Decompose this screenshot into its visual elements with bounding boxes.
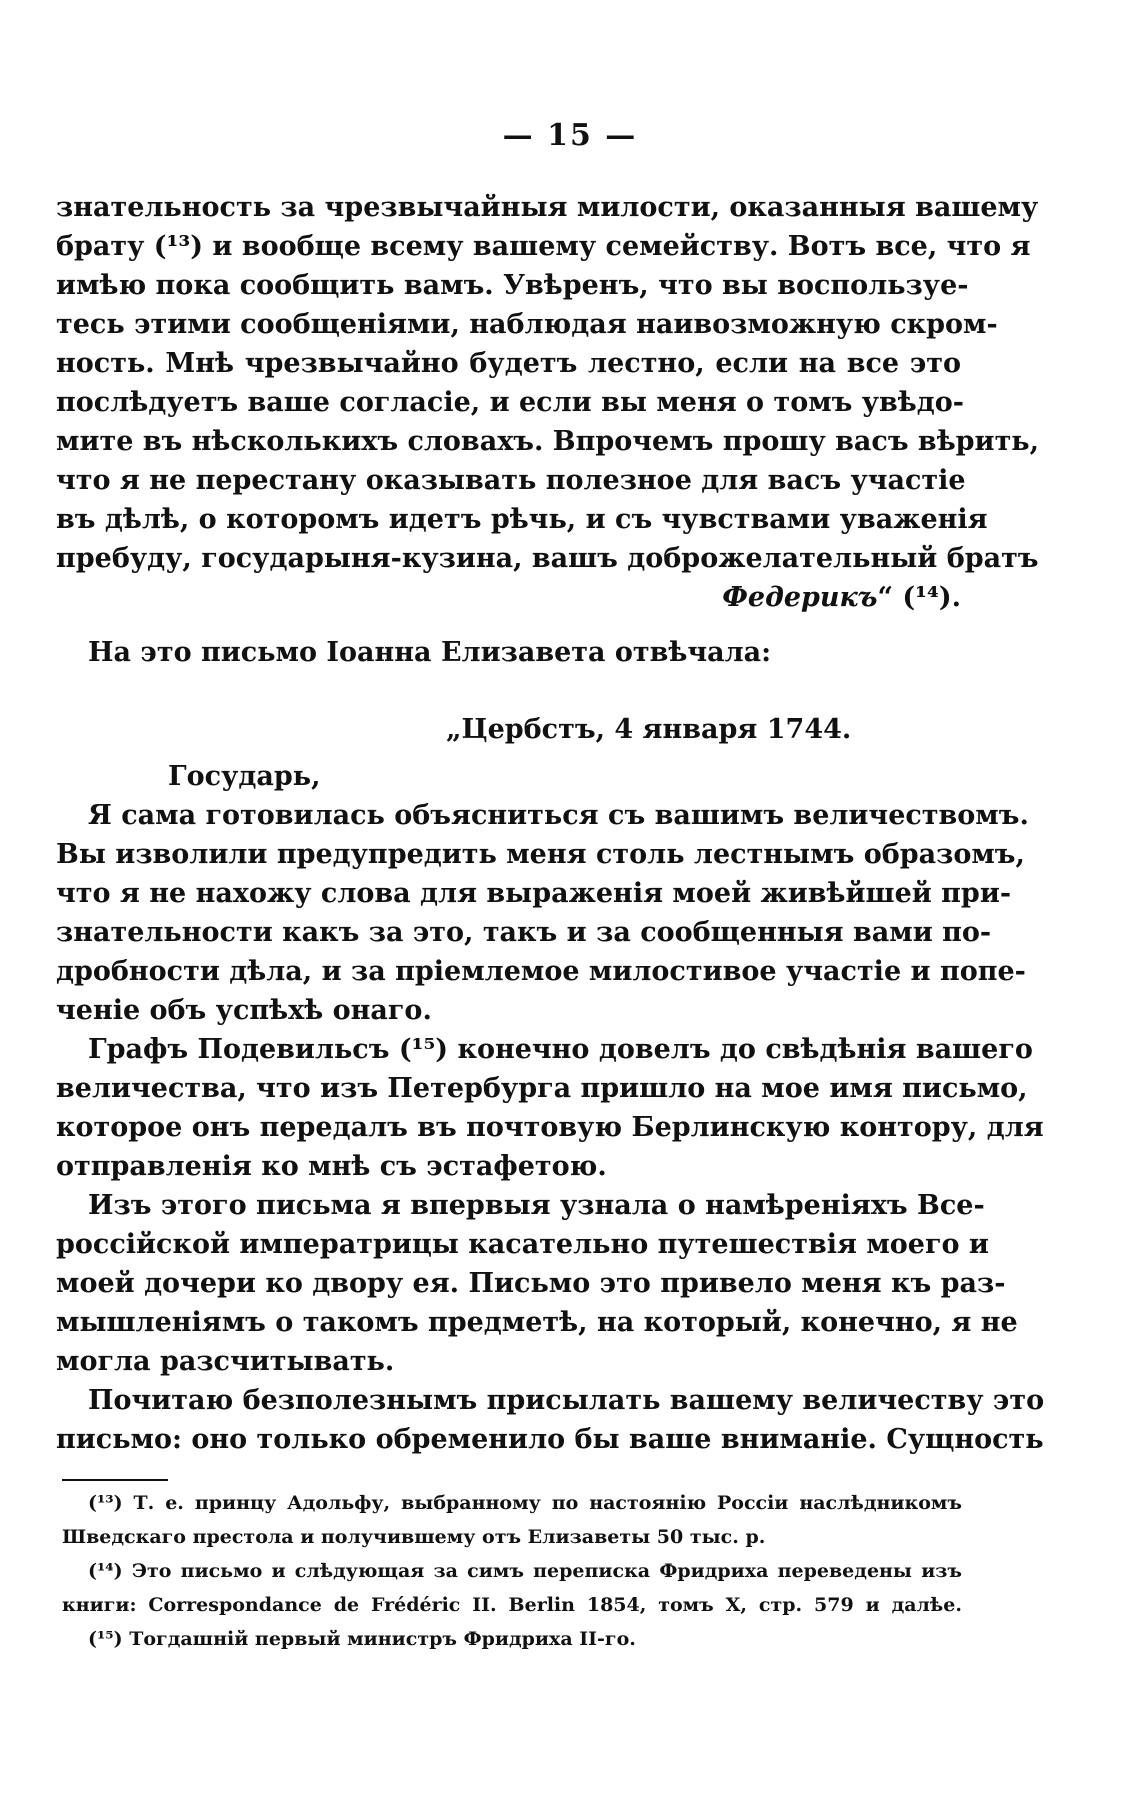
footnote-line: (¹⁵) Тогдашній первый министръ Фридриха II-го. — [88, 1628, 636, 1650]
text-line: Вы изволили предупредить меня столь лестнымъ образомъ, — [56, 839, 1025, 870]
signature-suffix: “ (¹⁴). — [877, 582, 961, 613]
footnote-line: (¹³) Т. е. принцу Адольфу, выбранному по настоянію Россіи наслѣдникомъ — [88, 1492, 962, 1514]
text-line: величества, что изъ Петербурга пришло на мое имя письмо, — [56, 1073, 1028, 1104]
footnote-line: Шведскаго престола и получившему отъ Елизаветы 50 тыс. р. — [62, 1526, 766, 1548]
text-line: которое онъ передалъ въ почтовую Берлинскую контору, для — [56, 1112, 1044, 1143]
letter-signature — [56, 578, 961, 617]
text-line: что я не нахожу слова для выраженія моей живѣйшей при- — [56, 878, 1012, 909]
text-line: что я не перестану оказывать полезное для васъ участіе — [56, 465, 966, 496]
text-line: въ дѣлѣ, о которомъ идетъ рѣчь, и съ чувствами уваженія — [56, 504, 988, 535]
text-line: знательности какъ за это, такъ и за сообщенныя вами по- — [56, 917, 992, 948]
text-line: Я сама готовилась объясниться съ вашимъ величествомъ. — [88, 800, 1029, 831]
text-line: ность. Мнѣ чрезвычайно будетъ лестно, если на все это — [56, 348, 961, 379]
footnotes — [62, 1486, 962, 1656]
text-line: дробности дѣла, и за пріемлемое милостивое участіе и попе- — [56, 956, 1026, 987]
paragraph — [56, 1030, 1044, 1186]
text-line: письмо: оно только обременило бы ваше вниманіе. Сущность — [56, 1424, 1044, 1455]
page-number: — 15 — — [502, 118, 638, 153]
reply-date: „Цербстъ, 4 января 1744. — [446, 714, 852, 745]
footnote-line: (¹⁴) Это письмо и слѣдующая за симъ переписка Фридриха переведены изъ — [88, 1560, 962, 1582]
text-line: отправленія ко мнѣ съ эстафетою. — [56, 1151, 607, 1182]
text-line: ченіе объ успѣхѣ онаго. — [56, 995, 432, 1026]
text-line: знательность за чрезвычайныя милости, оказанныя вашему — [56, 192, 1039, 223]
letter-continuation — [56, 188, 1040, 578]
text-line: послѣдуетъ ваше согласіе, и если вы меня о томъ увѣдо- — [56, 387, 965, 418]
reply-intro: На это письмо Іоанна Елизавета отвѣчала: — [88, 637, 772, 668]
footnote-rule — [62, 1479, 168, 1481]
text-line: Изъ этого письма я впервыя узнала о намѣреніяхъ Все- — [88, 1190, 985, 1221]
text-line: имѣю пока сообщить вамъ. Увѣренъ, что вы воспользуе- — [56, 270, 969, 301]
text-line: Почитаю безполезнымъ присылать вашему величеству это — [88, 1385, 1045, 1416]
signature-name: Федерикъ — [722, 582, 878, 613]
text-line: Графъ Подевильсъ (¹⁵) конечно довелъ до свѣдѣнія вашего — [88, 1034, 1033, 1065]
text-line: моей дочери ко двору ея. Письмо это привело меня къ раз- — [56, 1268, 1006, 1299]
text-line: могла разсчитывать. — [56, 1346, 395, 1377]
paragraph — [56, 1186, 1018, 1381]
salutation: Государь, — [168, 761, 321, 792]
text-line: тесь этими сообщеніями, наблюдая наивозможную скром- — [56, 309, 998, 340]
text-line: мите въ нѣсколькихъ словахъ. Впрочемъ прошу васъ вѣрить, — [56, 426, 1040, 457]
text-line: брату (¹³) и вообще всему вашему семейству. Вотъ все, что я — [56, 231, 1031, 262]
page-body — [56, 188, 1045, 1459]
text-line: мышленіямъ о такомъ предметѣ, на который, конечно, я не — [56, 1307, 1018, 1338]
text-line: россійской императрицы касательно путешествія моего и — [56, 1229, 989, 1260]
text-line: пребуду, государыня-кузина, вашъ доброжелательный братъ — [56, 543, 1039, 574]
paragraph — [56, 1381, 1045, 1459]
footnote-line: книги: Correspondance de Frédéric II. Berlin 1854, томъ X, стр. 579 и далѣе. — [62, 1594, 962, 1616]
paragraph — [56, 796, 1029, 1030]
